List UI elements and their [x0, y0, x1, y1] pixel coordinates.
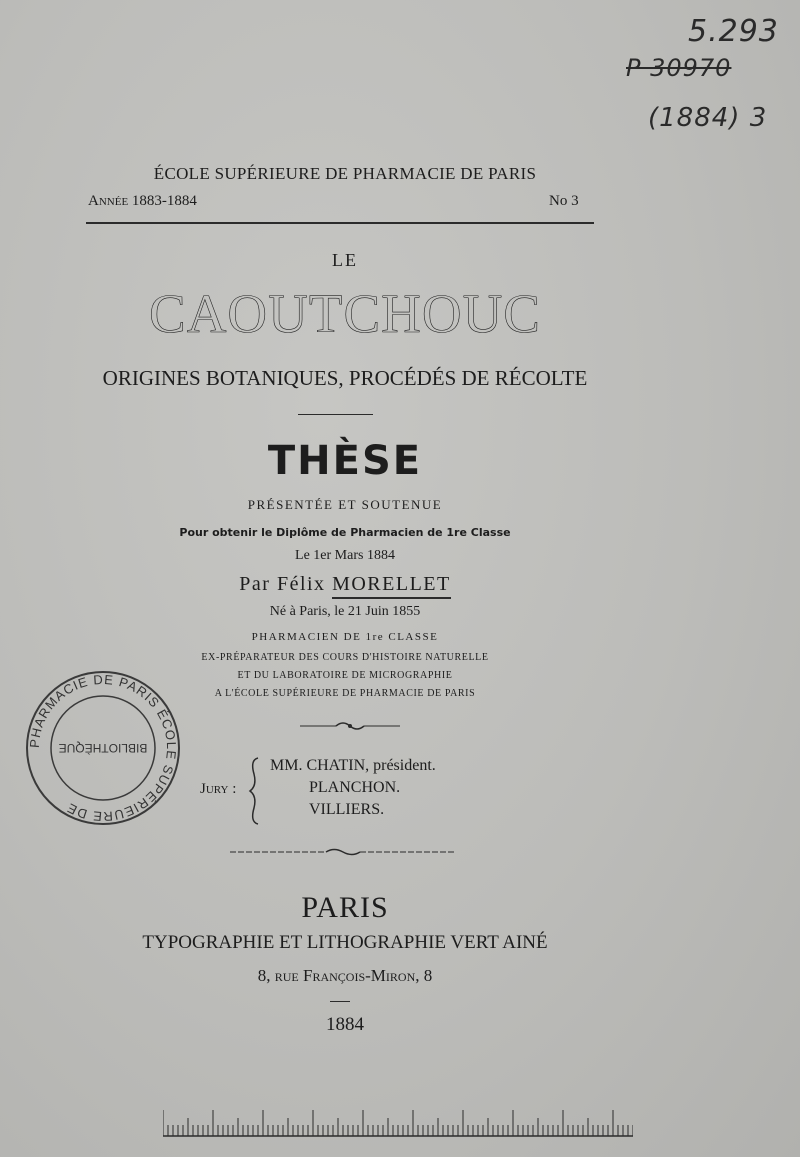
imprint-year: 1884 [326, 1014, 364, 1035]
stamp-outer-text: PHARMACIE DE PARIS ÉCOLE SUPÉRIEURE DE [26, 671, 180, 825]
school-header: ÉCOLE SUPÉRIEURE DE PHARMACIE DE PARIS [153, 164, 537, 183]
presented-line: PRÉSENTÉE ET SOUTENUE [247, 497, 443, 512]
jury-label: Jury : [200, 781, 237, 797]
year-annotation: (1884) 3 [648, 103, 768, 133]
author-title-2: EX-PRÉPARATEUR DES COURS D'HISTOIRE NATURELLE [201, 652, 489, 663]
year-rule [330, 1001, 350, 1002]
thesis-heading: THÈSE [267, 438, 423, 484]
author-prefix: Par Félix [239, 573, 326, 595]
jury-member-2: PLANCHON. [309, 779, 401, 796]
jury-member-3: VILLIERS. [309, 801, 385, 818]
library-stamp [25, 668, 181, 828]
thesis-number: No 3 [549, 193, 579, 209]
author-title-4: A L'ÉCOLE SUPÉRIEURE DE PHARMACIE DE PARIS [214, 688, 476, 699]
title-separator [298, 414, 373, 415]
title-article: LE [332, 250, 358, 270]
author-surname: MORELLET [332, 573, 451, 599]
struck-number-annotation: P 30970 [626, 54, 732, 82]
scale-ruler [163, 1106, 633, 1138]
imprint-address: 8, rue François-Miron, 8 [257, 966, 433, 985]
jury-brace [246, 756, 262, 826]
stamp-inner-text: BIBLIOTHÈQUE [58, 741, 148, 755]
jury-member-1: MM. CHATIN, président. [270, 757, 436, 774]
author-line [0, 573, 690, 596]
defense-date: Le 1er Mars 1884 [295, 548, 395, 563]
header-rule [86, 222, 594, 224]
author-title-3: ET DU LABORATOIRE DE MICROGRAPHIE [237, 670, 453, 681]
imprint-city: PARIS [301, 891, 389, 924]
call-number-annotation: 5.293 [688, 14, 779, 49]
academic-year: Année 1883-1884 [88, 193, 197, 209]
main-title: CAOUTCHOUC [149, 283, 541, 344]
imprint-divider [230, 846, 456, 858]
subtitle: ORIGINES BOTANIQUES, PROCÉDÉS DE RÉCOLTE [102, 366, 588, 390]
diploma-purpose: Pour obtenir le Diplôme de Pharmacien de 1re Classe [179, 526, 511, 539]
birth-line: Né à Paris, le 21 Juin 1855 [269, 604, 421, 619]
ornament-divider [300, 718, 400, 734]
imprint-printer: TYPOGRAPHIE ET LITHOGRAPHIE VERT AINÉ [142, 932, 548, 953]
author-title-1: PHARMACIEN DE 1re CLASSE [251, 631, 439, 643]
